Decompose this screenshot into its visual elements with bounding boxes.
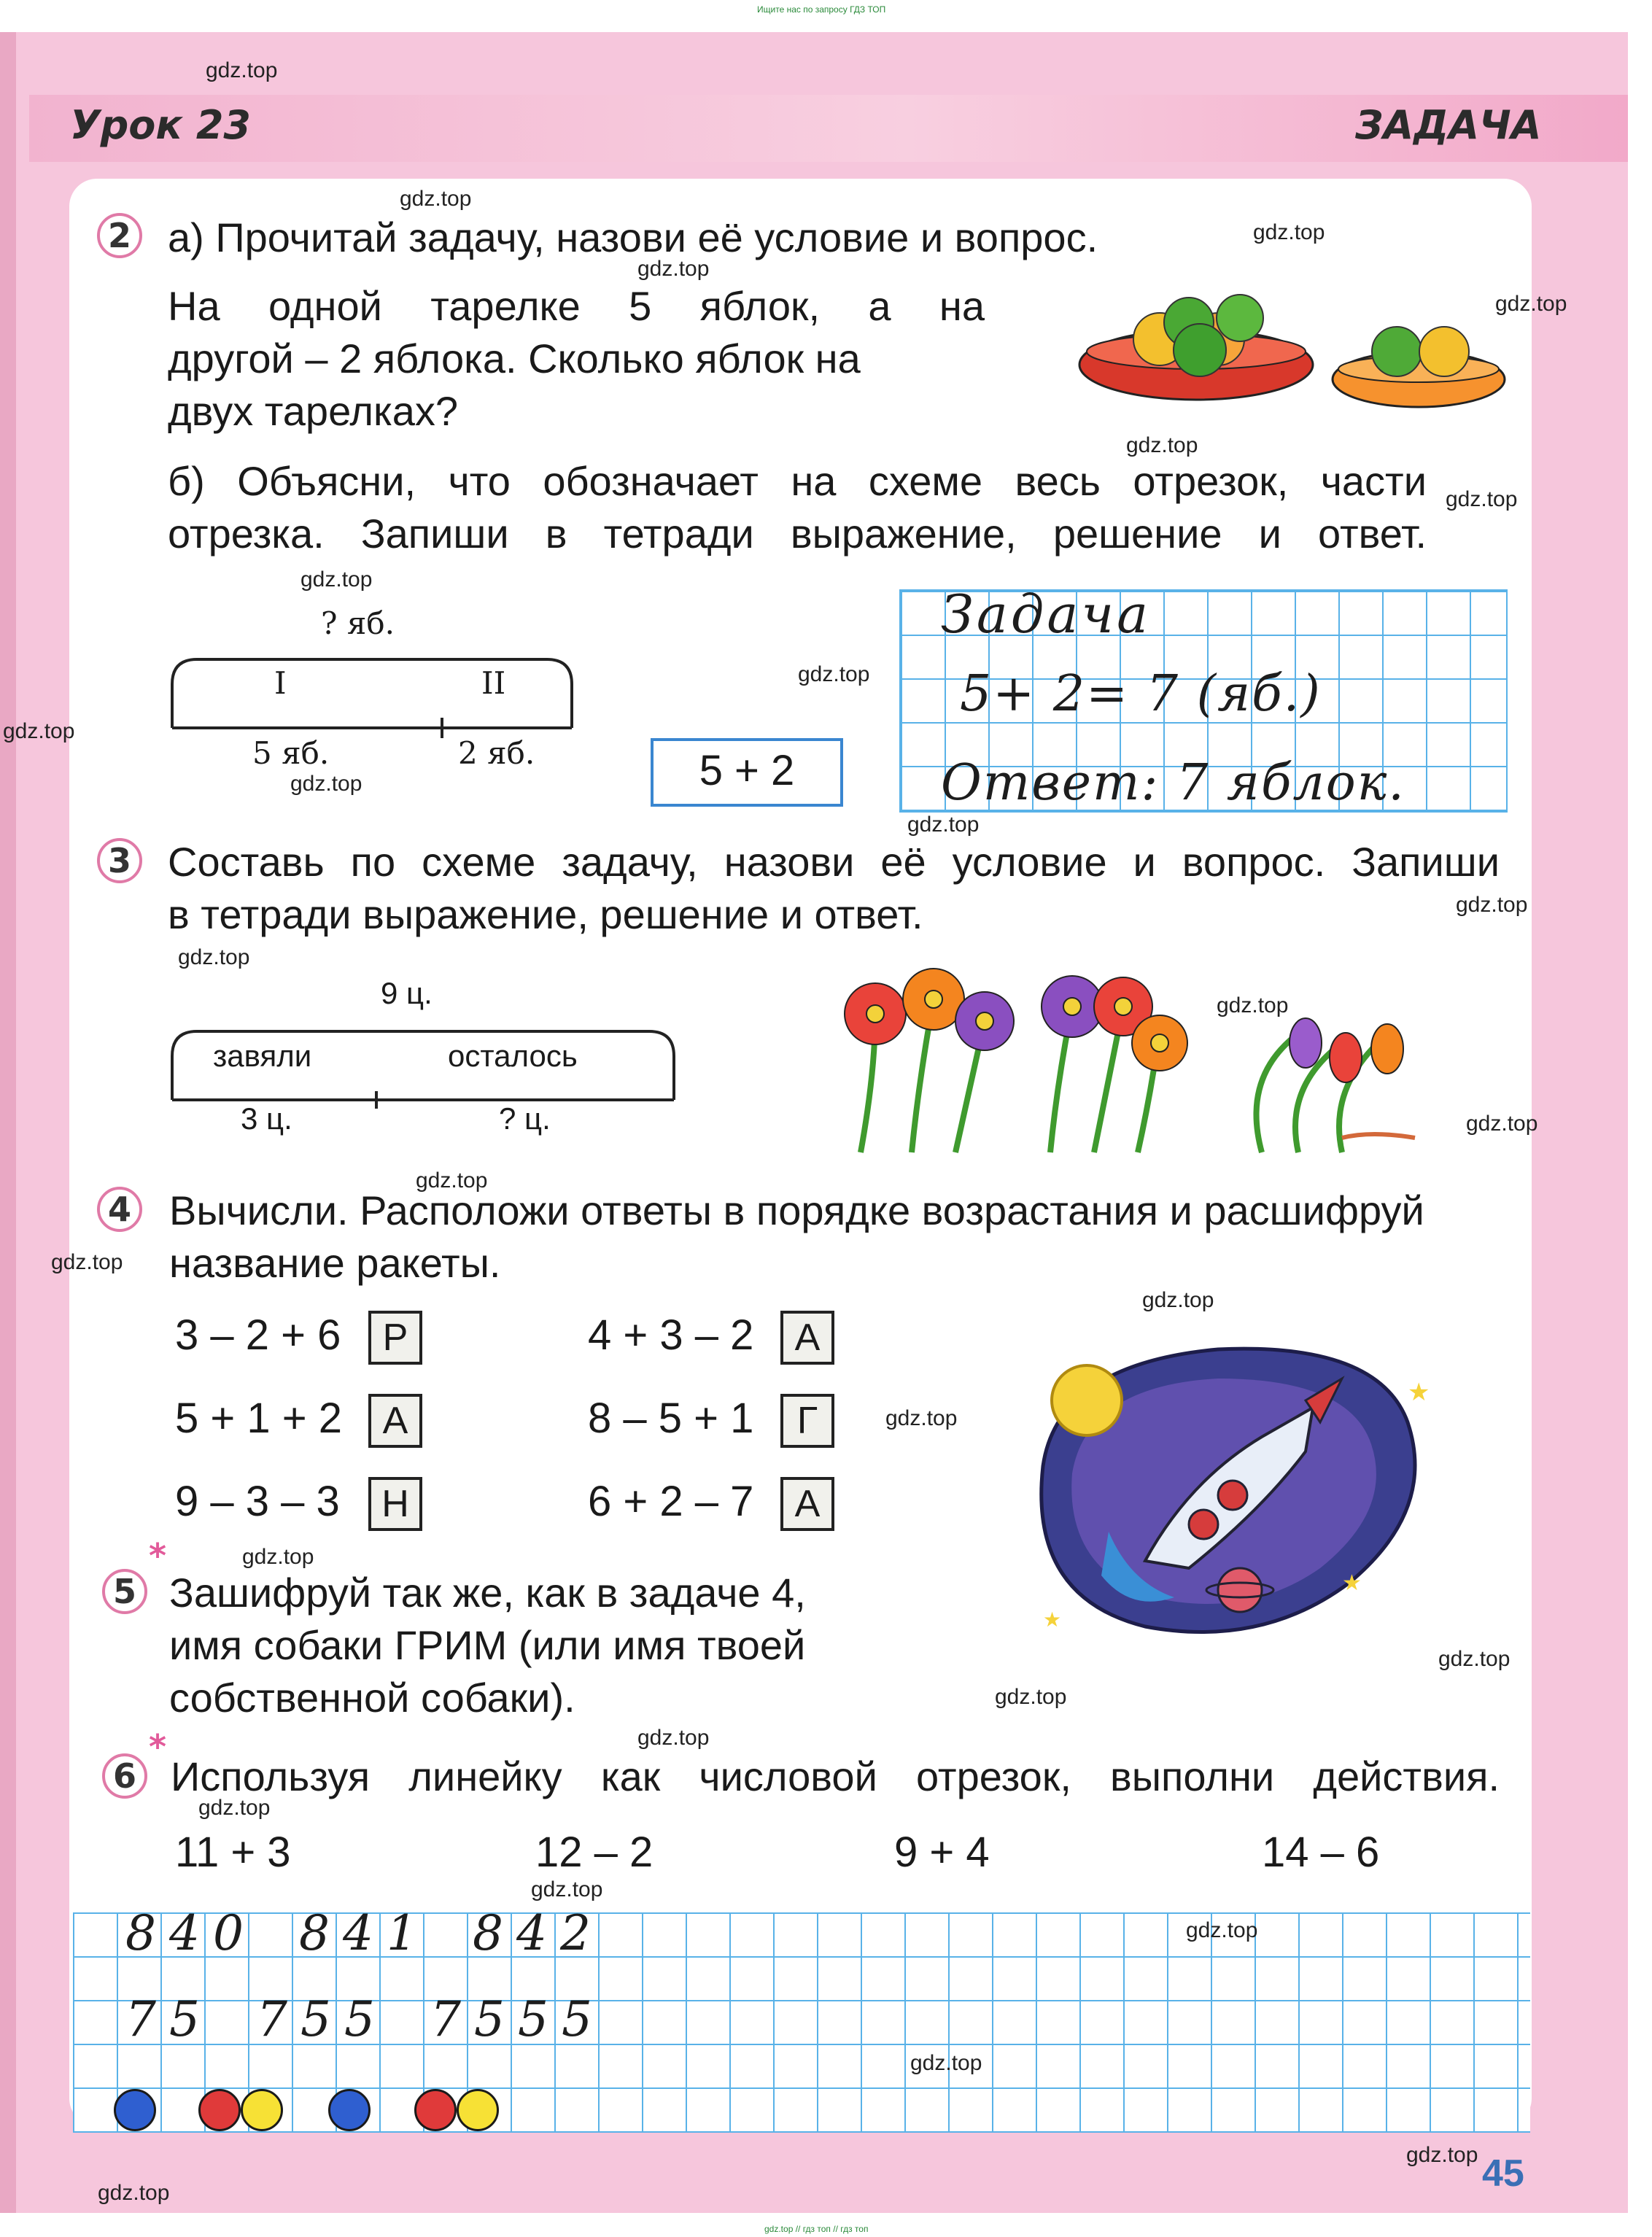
flowers-illustration: [831, 963, 1430, 1160]
hand-row1-item3: 842: [473, 1905, 604, 1961]
task5-line-3: собственной собаки).: [169, 1675, 575, 1721]
watermark: gdz.top: [300, 567, 373, 592]
task4-row1-right-letter: А: [780, 1311, 834, 1365]
watermark: gdz.top: [1495, 292, 1567, 316]
watermark: gdz.top: [206, 58, 278, 82]
rocket-space-illustration: [999, 1320, 1451, 1656]
task6-line: Используя линейку как числовой отрезок, выполни действия.: [171, 1753, 1500, 1799]
task6-star-icon: *: [149, 1727, 167, 1767]
lesson-title: Урок 23: [70, 102, 251, 148]
task6-expression-1: 11 + 3: [175, 1829, 291, 1876]
scheme2-below1-label: 5 яб.: [252, 735, 330, 771]
watermark: gdz.top: [1126, 433, 1198, 457]
task6-expression-3: 9 + 4: [894, 1829, 990, 1876]
task4-row1-left-letter: Р: [368, 1311, 422, 1365]
task4-row3-left-letter: Н: [368, 1477, 422, 1531]
task4-row2-left-letter: А: [368, 1394, 422, 1448]
hand-row1-item1: 840: [125, 1905, 257, 1961]
scheme2-part2-label: II: [481, 665, 506, 701]
page-number: 45: [1482, 2152, 1524, 2195]
scheme3-below1-label: 3 ц.: [241, 1101, 292, 1136]
task4-row3-left-expression: 9 – 3 – 3: [175, 1478, 340, 1525]
watermark: gdz.top: [416, 1168, 488, 1193]
notebook-line-1: Задача: [941, 584, 1152, 645]
notebook-line-2: 5+ 2= 7 (яб.): [960, 665, 1322, 723]
task4-line-2: название ракеты.: [169, 1240, 501, 1286]
task2-b-line-2: отрезка. Запиши в тетради выражение, решение и ответ.: [168, 511, 1427, 557]
watermark: gdz.top: [1456, 893, 1528, 917]
task4-row3-right-letter: А: [780, 1477, 834, 1531]
scheme3-part2-label: осталось: [448, 1039, 578, 1073]
watermark: gdz.top: [1186, 1918, 1258, 1942]
watermark: gdz.top: [51, 1250, 123, 1274]
task6-expression-4: 14 – 6: [1262, 1829, 1380, 1876]
scheme3-part1-label: завяли: [213, 1039, 312, 1073]
watermark: gdz.top: [531, 1877, 603, 1901]
yellow-circle: [457, 2089, 499, 2131]
top-banner[interactable]: Ищите нас по запросу ГДЗ ТОП: [757, 4, 886, 15]
watermark: gdz.top: [1446, 487, 1518, 511]
task5-star-icon: *: [149, 1536, 167, 1575]
task2-b-line-1: б) Объясни, что обозначает на схеме весь отрезок, части: [168, 458, 1427, 504]
watermark: gdz.top: [1406, 2143, 1478, 2167]
watermark: gdz.top: [907, 813, 980, 837]
watermark: gdz.top: [1217, 993, 1289, 1017]
hand-row2-item1: 75: [125, 1991, 213, 2047]
watermark: gdz.top: [400, 187, 472, 211]
task3-line-2: в тетради выражение, решение и ответ.: [168, 891, 923, 937]
task-number-3: 3: [97, 838, 142, 883]
task4-line-1: Вычисли. Расположи ответы в порядке возрастания и расшифруй: [169, 1187, 1424, 1233]
yellow-circle: [241, 2089, 283, 2131]
watermark: gdz.top: [290, 772, 362, 796]
task4-row1-right-expression: 4 + 3 – 2: [588, 1311, 754, 1359]
task4-row2-right-letter: Г: [780, 1394, 834, 1448]
page-spine: [0, 32, 16, 2213]
scheme2-total-label: ? яб.: [321, 605, 395, 641]
bottom-banner[interactable]: gdz.top // гдз топ // гдз топ: [764, 2224, 869, 2234]
svg-text:★: ★: [1408, 1378, 1430, 1407]
hand-row1-item2: 841: [299, 1905, 430, 1961]
task3-line-1: Составь по схеме задачу, назови её условие и вопрос. Запиши: [168, 839, 1500, 885]
blue-circle: [328, 2089, 371, 2131]
scheme3-below2-label: ? ц.: [499, 1101, 551, 1136]
hand-row2-item3: 7555: [430, 1991, 605, 2047]
watermark: gdz.top: [1466, 1112, 1538, 1136]
task-number-4: 4: [97, 1187, 142, 1232]
task5-line-2: имя собаки ГРИМ (или имя твоей: [169, 1622, 806, 1668]
red-circle: [414, 2089, 457, 2131]
watermark: gdz.top: [98, 2181, 170, 2205]
watermark: gdz.top: [1142, 1288, 1214, 1312]
apples-plates-illustration: [1072, 270, 1510, 438]
task4-row3-right-expression: 6 + 2 – 7: [588, 1478, 754, 1525]
hand-row2-item2: 755: [257, 1991, 388, 2047]
watermark: gdz.top: [637, 257, 710, 281]
task-number-5: 5: [102, 1569, 147, 1614]
task2-problem-line-2: другой – 2 яблока. Сколько яблок на: [168, 336, 861, 381]
watermark: gdz.top: [885, 1406, 958, 1430]
watermark: gdz.top: [1253, 220, 1325, 244]
watermark: gdz.top: [995, 1685, 1067, 1709]
scheme2-part1-label: I: [274, 665, 287, 701]
blue-circle: [114, 2089, 156, 2131]
svg-text:★: ★: [1043, 1608, 1062, 1632]
scheme2-segment: [160, 648, 583, 750]
task6-expression-2: 12 – 2: [535, 1829, 654, 1876]
task4-row2-right-expression: 8 – 5 + 1: [588, 1395, 754, 1442]
task4-row1-left-expression: 3 – 2 + 6: [175, 1311, 341, 1359]
topic-title: ЗАДАЧА: [1355, 102, 1542, 148]
task5-line-1: Зашифруй так же, как в задаче 4,: [169, 1570, 806, 1616]
task2-problem-line-3: двух тарелках?: [168, 388, 459, 434]
watermark: gdz.top: [637, 1726, 710, 1750]
watermark: gdz.top: [910, 2051, 982, 2075]
task2-expression-box: 5 + 2: [651, 738, 843, 807]
scheme3-total-label: 9 ц.: [381, 976, 433, 1010]
scheme2-below2-label: 2 яб.: [458, 735, 535, 771]
svg-text:★: ★: [1342, 1570, 1362, 1596]
watermark: gdz.top: [198, 1796, 271, 1820]
watermark: gdz.top: [3, 719, 75, 743]
task4-row2-left-expression: 5 + 1 + 2: [175, 1395, 342, 1442]
watermark: gdz.top: [798, 662, 870, 686]
red-circle: [198, 2089, 241, 2131]
watermark: gdz.top: [1438, 1647, 1511, 1671]
task2-a-line: а) Прочитай задачу, назови её условие и вопрос.: [168, 214, 1098, 260]
task-number-2: 2: [97, 213, 142, 258]
notebook-line-3: Ответ: 7 яблок.: [941, 754, 1405, 812]
task-number-6: 6: [102, 1753, 147, 1799]
watermark: gdz.top: [178, 945, 250, 969]
task2-problem-line-1: На одной тарелке 5 яблок, а на: [168, 283, 985, 329]
watermark: gdz.top: [242, 1545, 314, 1569]
